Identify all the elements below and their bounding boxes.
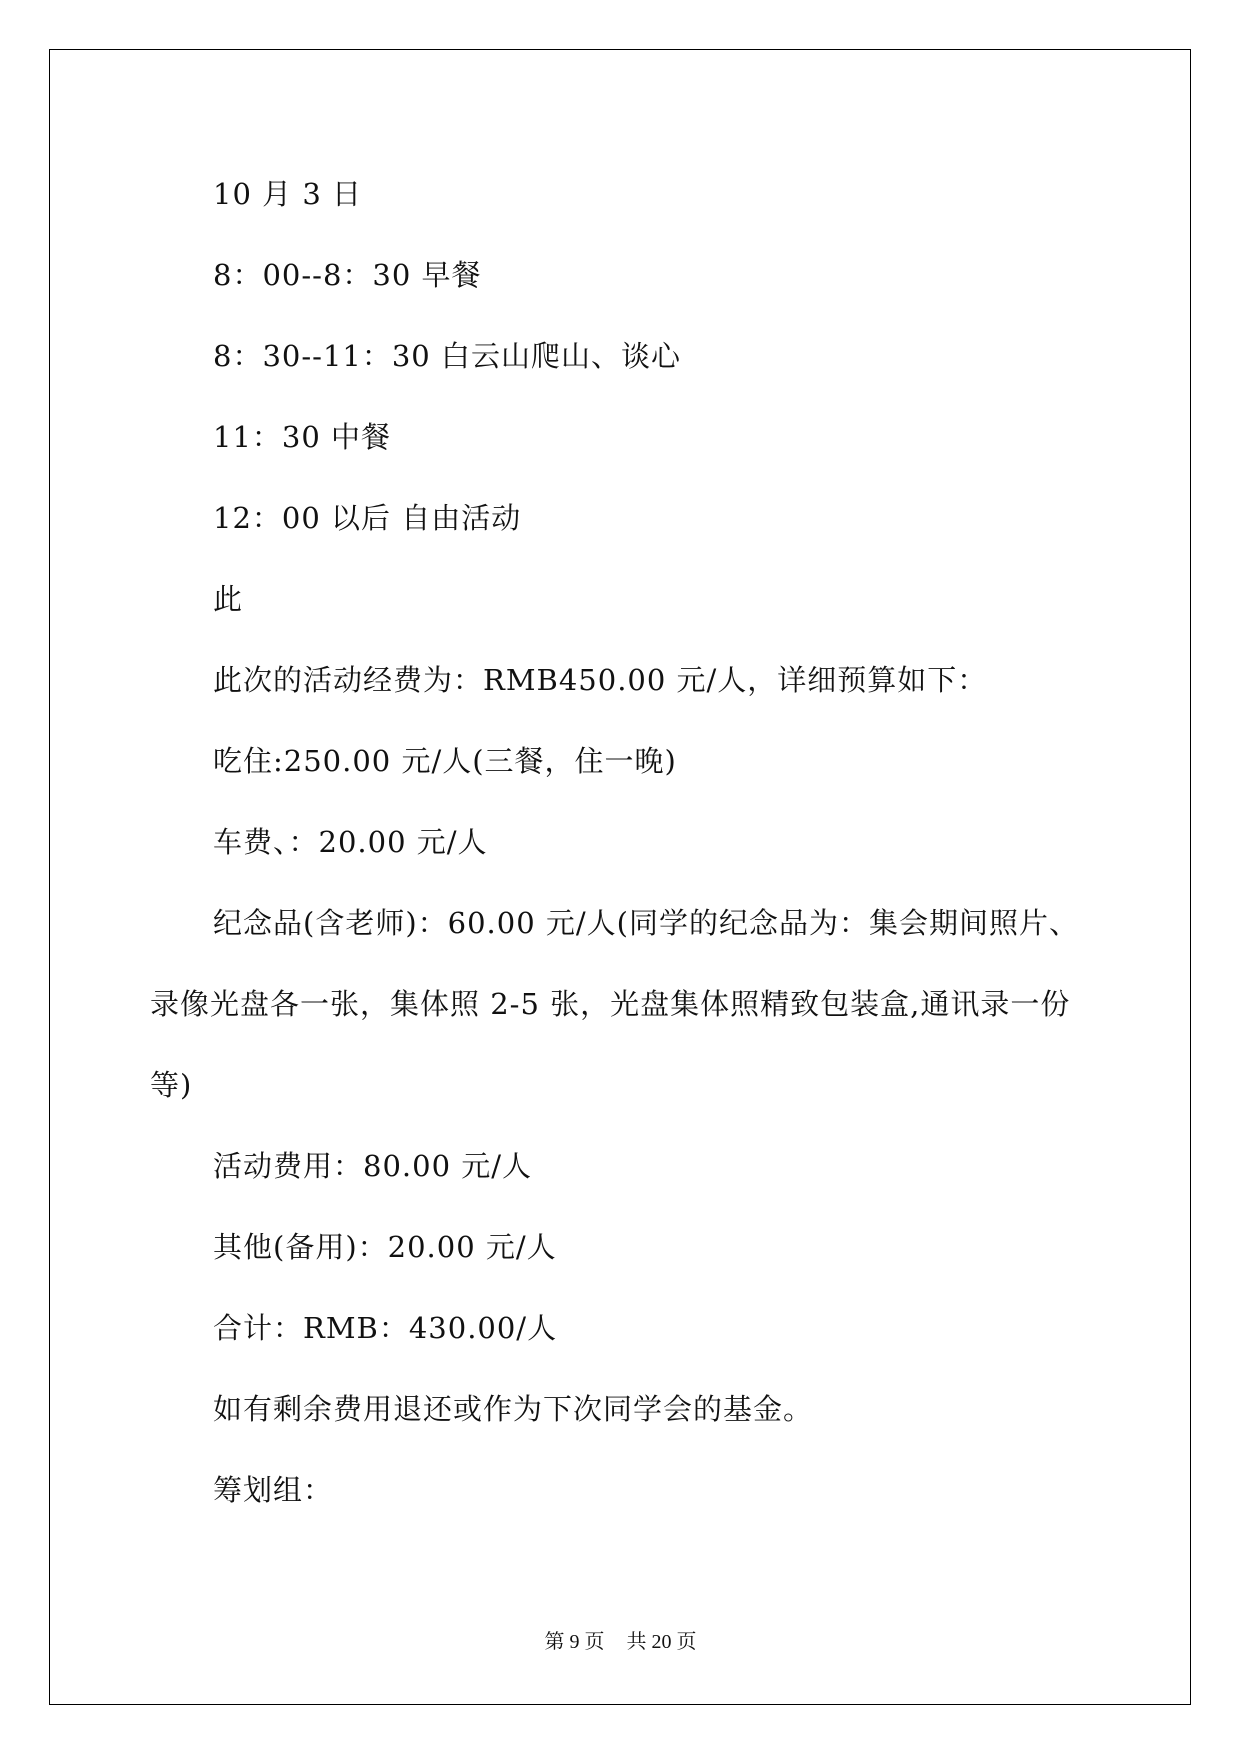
schedule-lunch: 11：30 中餐 xyxy=(213,420,392,454)
refund-note: 如有剩余费用退还或作为下次同学会的基金。 xyxy=(213,1392,814,1426)
schedule-free-activity: 12：00 以后 自由活动 xyxy=(213,501,522,535)
budget-souvenir: 纪念品(含老师)：60.00 元/人(同学的纪念品为：集会期间照片、 xyxy=(213,906,1079,940)
page-border xyxy=(49,49,1191,1705)
budget-transport: 车费、：20.00 元/人 xyxy=(213,825,488,859)
page-total: 共 20 页 xyxy=(626,1631,697,1653)
budget-intro: 此次的活动经费为：RMB450.00 元/人，详细预算如下： xyxy=(213,663,988,697)
page-number: 第 9 页 xyxy=(544,1631,605,1653)
schedule-breakfast: 8：00--8：30 早餐 xyxy=(213,258,482,292)
fragment-line: 此 xyxy=(213,582,244,616)
page-footer xyxy=(0,1625,1241,1654)
budget-activity: 活动费用：80.00 元/人 xyxy=(213,1149,533,1183)
budget-reserve: 其他(备用)：20.00 元/人 xyxy=(213,1230,557,1264)
budget-souvenir-end: 等) xyxy=(150,1068,193,1102)
schedule-hiking: 8：30--11：30 白云山爬山、谈心 xyxy=(213,339,681,373)
budget-souvenir-cont: 录像光盘各一张，集体照 2-5 张，光盘集体照精致包装盒,通讯录一份 xyxy=(150,987,1071,1021)
budget-total: 合计：RMB：430.00/人 xyxy=(213,1311,558,1345)
budget-food-lodging: 吃住:250.00 元/人(三餐，住一晚) xyxy=(213,744,677,778)
schedule-date: 10 月 3 日 xyxy=(213,177,363,211)
planning-group: 筹划组： xyxy=(213,1473,334,1507)
